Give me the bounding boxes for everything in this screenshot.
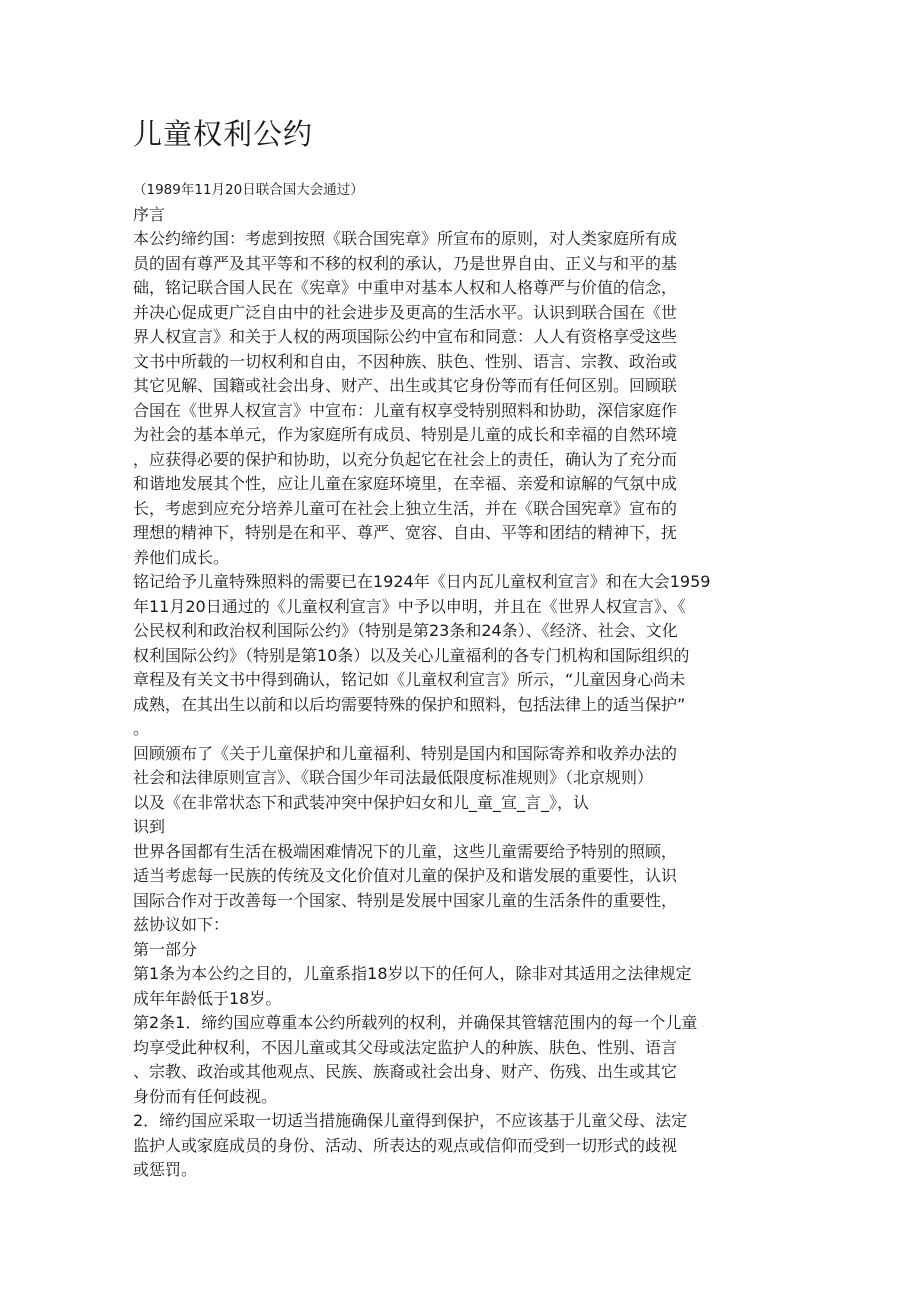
body-line: 。 xyxy=(133,719,150,738)
body-line: 权利国际公约》（特别是第10条）以及关心儿童福利的各专门机构和国际组织的 xyxy=(133,645,690,665)
body-line: 长，考虑到应充分培养儿童可在社会上独立生活，并在《联合国宪章》宣布的 xyxy=(133,498,678,518)
body-line: 年11月20日通过的《儿童权利宣言》中予以申明，并且在《世界人权宣言》、《 xyxy=(133,596,686,616)
body-line: 员的固有尊严及其平等和不移的权利的承认，乃是世界自由、正义与和平的基 xyxy=(133,253,678,273)
body-line: 铭记给予儿童特殊照料的需要已在1924年《日内瓦儿童权利宣言》和在大会1959 xyxy=(133,572,711,591)
body-line: 章程及有关文书中得到确认，铭记如《儿童权利宣言》所示，“儿童因身心尚未 xyxy=(133,670,686,689)
adoption-note: （1989年11月20日联合国大会通过） xyxy=(133,182,364,198)
body-line: 和谐地发展其个性，应让儿童在家庭环境里，在幸福、亲爱和谅解的气氛中成 xyxy=(133,474,678,493)
body-line: 、宗教、政治或其他观点、民族、族裔或社会出身、财产、伤残、出生或其它 xyxy=(133,1062,678,1081)
body-line: 理想的精神下，特别是在和平、尊严、宽容、自由、平等和团结的精神下，抚 xyxy=(133,523,678,542)
body-line: 第1条为本公约之目的，儿童系指18岁以下的任何人，除非对其适用之法律规定 xyxy=(133,964,692,983)
body-line: 2．缔约国应采取一切适当措施确保儿童得到保护，不应该基于儿童父母、法定 xyxy=(133,1111,688,1130)
body-line: 社会和法律原则宣言》、《联合国少年司法最低限度标准规则》（北京规则） xyxy=(133,768,654,787)
document-body xyxy=(133,178,783,1183)
body-line: 合国在《世界人权宣言》中宣布：儿童有权享受特别照料和协助，深信家庭作 xyxy=(133,400,678,420)
body-line: 识到 xyxy=(133,817,166,836)
body-line: 第2条1．缔约国应尊重本公约所载列的权利，并确保其管辖范围内的每一个儿童 xyxy=(133,1013,698,1032)
body-line: 成熟，在其出生以前和以后均需要特殊的保护和照料，包括法律上的适当保护” xyxy=(133,694,686,714)
body-line: 回顾颁布了《关于儿童保护和儿童福利、特别是国内和国际寄养和收养办法的 xyxy=(133,743,678,763)
body-line: 养他们成长。 xyxy=(133,547,230,567)
body-line: 其它见解、国籍或社会出身、财产、出生或其它身份等而有任何区别。回顾联 xyxy=(133,376,678,395)
body-line: 身份而有任何歧视。 xyxy=(133,1086,278,1106)
body-line: 以及《在非常状态下和武装冲突中保护妇女和儿_童_宣_言_》，认 xyxy=(133,792,590,812)
body-line: 监护人或家庭成员的身份、活动、所表达的观点或信仰而受到一切形式的歧视 xyxy=(133,1135,678,1155)
body-line: 础，铭记联合国人民在《宪章》中重申对基本人权和人格尊严与价值的信念， xyxy=(133,278,678,297)
body-line: 均享受此种权利，不因儿童或其父母或法定监护人的种族、肤色、性别、语言 xyxy=(133,1037,678,1057)
body-line: 文书中所载的一切权利和自由，不因种族、肤色、性别、语言、宗教、政治或 xyxy=(133,351,678,371)
body-line: 公民权利和政治权利国际公约》（特别是第23条和24条）、《经济、社会、文化 xyxy=(133,621,678,640)
body-line: 国际合作对于改善每一个国家、特别是发展中国家儿童的生活条件的重要性， xyxy=(133,890,678,910)
body-line: 序言 xyxy=(133,204,166,224)
body-line: 第一部分 xyxy=(133,939,198,959)
body-line: 成年年龄低于18岁。 xyxy=(133,988,282,1008)
document-title: 儿童权利公约 xyxy=(133,117,314,151)
body-line: 本公约缔约国：考虑到按照《联合国宪章》所宣布的原则，对人类家庭所有成 xyxy=(133,229,678,248)
body-line: 兹协议如下： xyxy=(133,915,230,934)
body-line: 适当考虑每一民族的传统及文化价值对儿童的保护及和谐发展的重要性，认识 xyxy=(133,866,678,885)
body-line: 为社会的基本单元，作为家庭所有成员、特别是儿童的成长和幸福的自然环境 xyxy=(133,425,678,444)
body-line: ，应获得必要的保护和协助，以充分负起它在社会上的责任，确认为了充分而 xyxy=(133,449,678,469)
body-line: 或惩罚。 xyxy=(133,1160,198,1179)
body-line: 并决心促成更广泛自由中的社会进步及更高的生活水平。认识到联合国在《世 xyxy=(133,302,678,322)
body-line: 界人权宣言》和关于人权的两项国际公约中宣布和同意：人人有资格享受这些 xyxy=(133,327,678,346)
body-line: 世界各国都有生活在极端困难情况下的儿童，这些儿童需要给予特别的照顾， xyxy=(133,841,678,861)
